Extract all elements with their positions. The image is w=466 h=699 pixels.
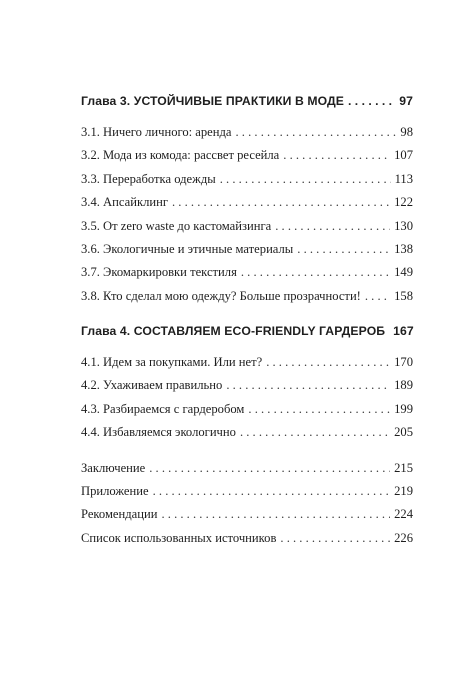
toc-section-3-3 bbox=[81, 168, 413, 191]
dot-leader bbox=[240, 421, 390, 444]
dot-leader bbox=[280, 527, 390, 550]
section-title: 3.1. Ничего личного: аренда bbox=[81, 124, 232, 139]
page-number: 97 bbox=[399, 94, 413, 108]
dot-leader bbox=[226, 374, 390, 397]
section-title: 3.5. От zero waste до кастомайзинга bbox=[81, 218, 272, 233]
page-number: 158 bbox=[394, 288, 413, 303]
page-number: 167 bbox=[393, 324, 414, 339]
page-number: 170 bbox=[394, 355, 413, 370]
toc-back-conclusion bbox=[81, 457, 413, 480]
dot-leader bbox=[348, 90, 395, 113]
section-title: 4.3. Разбираемся с гардеробом bbox=[81, 401, 245, 416]
page-number: 107 bbox=[394, 148, 413, 163]
page-number: 219 bbox=[394, 484, 413, 499]
page-number: 113 bbox=[394, 171, 413, 186]
back-matter-title: Список использованных источников bbox=[81, 530, 277, 545]
page-number: 224 bbox=[394, 507, 413, 522]
section-title: 3.8. Кто сделал мою одежду? Больше прозрачности! bbox=[81, 288, 361, 303]
table-of-contents bbox=[81, 90, 413, 550]
dot-leader bbox=[365, 285, 390, 308]
toc-section-3-4 bbox=[81, 191, 413, 214]
dot-leader bbox=[220, 168, 391, 191]
section-title: 3.6. Экологичные и этичные материалы bbox=[81, 241, 294, 256]
dot-leader bbox=[275, 215, 390, 238]
toc-section-3-6 bbox=[81, 238, 413, 261]
page-number: 226 bbox=[394, 530, 413, 545]
toc-back-recommendations bbox=[81, 503, 413, 526]
section-title: 4.2. Ухаживаем правильно bbox=[81, 378, 223, 393]
toc-chapter-3 bbox=[81, 90, 413, 113]
toc-section-3-7 bbox=[81, 261, 413, 284]
toc-section-3-2 bbox=[81, 144, 413, 167]
dot-leader bbox=[153, 480, 391, 503]
page-number: 98 bbox=[400, 124, 413, 139]
section-title: 3.7. Экомаркировки текстиля bbox=[81, 265, 237, 280]
page-number: 149 bbox=[394, 265, 413, 280]
back-matter-title: Заключение bbox=[81, 460, 146, 475]
page-number: 199 bbox=[394, 401, 413, 416]
dot-leader bbox=[149, 457, 390, 480]
page-number: 130 bbox=[394, 218, 413, 233]
toc-section-4-2 bbox=[81, 374, 413, 397]
chapter-title: Глава 4. СОСТАВЛЯЕМ ECO-FRIENDLY ГАРДЕРОБ bbox=[81, 324, 386, 339]
section-title: 4.4. Избавляемся экологично bbox=[81, 425, 236, 440]
page-number: 189 bbox=[394, 378, 413, 393]
page-number: 122 bbox=[394, 195, 413, 210]
dot-leader bbox=[172, 191, 390, 214]
section-title: 3.3. Переработка одежды bbox=[81, 171, 216, 186]
section-title: 3.2. Мода из комода: рассвет ресейла bbox=[81, 148, 280, 163]
toc-back-appendix bbox=[81, 480, 413, 503]
page-number: 205 bbox=[394, 425, 413, 440]
page-number: 215 bbox=[394, 460, 413, 475]
toc-section-3-8 bbox=[81, 285, 413, 308]
section-title: 3.4. Апсайклинг bbox=[81, 195, 168, 210]
dot-leader bbox=[161, 503, 390, 526]
dot-leader bbox=[236, 121, 397, 144]
dot-leader bbox=[283, 144, 390, 167]
toc-section-4-4 bbox=[81, 421, 413, 444]
dot-leader bbox=[248, 398, 390, 421]
page-number: 138 bbox=[394, 241, 413, 256]
toc-back-references bbox=[81, 527, 413, 550]
toc-section-3-5 bbox=[81, 215, 413, 238]
dot-leader bbox=[241, 261, 390, 284]
back-matter-title: Приложение bbox=[81, 484, 149, 499]
chapter-title: Глава 3. УСТОЙЧИВЫЕ ПРАКТИКИ В МОДЕ bbox=[81, 94, 345, 108]
toc-section-4-1 bbox=[81, 351, 413, 374]
toc-chapter-4 bbox=[81, 320, 413, 343]
dot-leader bbox=[266, 351, 390, 374]
toc-section-3-1 bbox=[81, 121, 413, 144]
toc-section-4-3 bbox=[81, 398, 413, 421]
section-title: 4.1. Идем за покупками. Или нет? bbox=[81, 355, 263, 370]
back-matter-title: Рекомендации bbox=[81, 507, 158, 522]
dot-leader bbox=[297, 238, 390, 261]
